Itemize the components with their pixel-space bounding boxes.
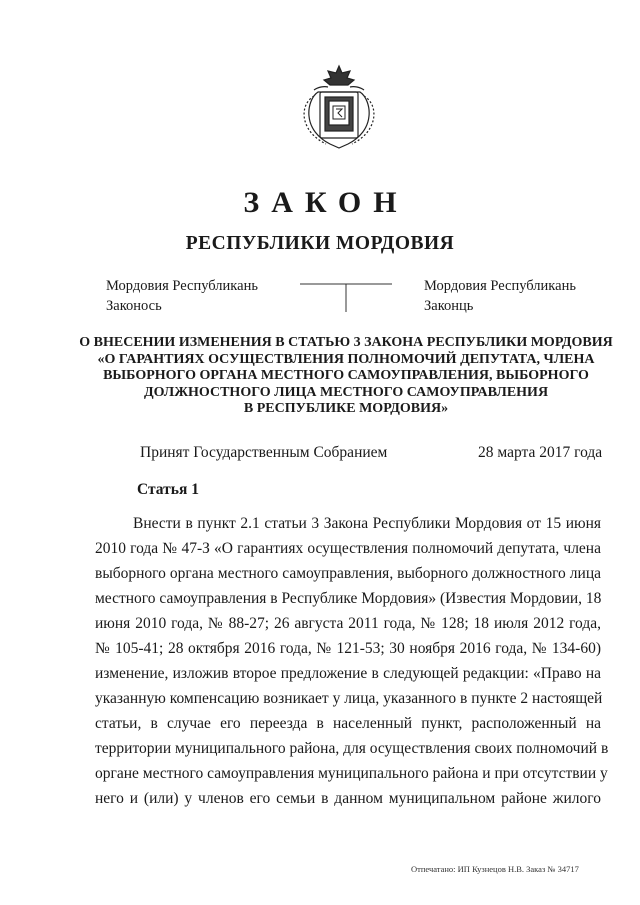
body-line: Внести в пункт 2.1 статьи 3 Закона Республики Мордовия от 15 июня	[133, 515, 601, 532]
article-title: Статья 1	[137, 481, 199, 498]
body-line: местного самоуправления в Республике Мордовия» (Известия Мордовии, 18	[95, 590, 602, 607]
body-line: органе местного самоуправления муниципального района и при отсутствии у	[95, 765, 608, 782]
heading-line: «О ГАРАНТИЯХ ОСУЩЕСТВЛЕНИЯ ПОЛНОМОЧИЙ ДЕПУТАТА, ЧЛЕНА	[97, 351, 595, 367]
adopted-date: 28 марта 2017 года	[478, 444, 603, 461]
body-line: него и (или) у членов его семьи в данном муниципальном районе жилого	[95, 790, 601, 807]
body-line: указанную компенсацию возникает у лица, указанного в пункте 2 настоящей	[95, 690, 603, 707]
heading-line: ВЫБОРНОГО ОРГАНА МЕСТНОГО САМОУПРАВЛЕНИЯ, ВЫБОРНОГО	[103, 368, 589, 383]
divider-mark	[300, 283, 392, 313]
law-title: ЗАКОН	[243, 186, 409, 219]
law-subtitle: РЕСПУБЛИКИ МОРДОВИЯ	[185, 233, 455, 254]
erzya-title-left	[106, 276, 258, 316]
body-line: 2010 года № 47-З «О гарантиях осуществления полномочий депутата, члена	[95, 540, 601, 557]
article-body	[95, 511, 609, 811]
body-line: № 105-41; 28 октября 2016 года, № 121-53; 30 ноября 2016 года, № 134-60)	[95, 640, 601, 657]
coat-of-arms-emblem	[298, 62, 380, 150]
heading-line: В РЕСПУБЛИКЕ МОРДОВИЯ»	[243, 401, 449, 416]
erzya-left-line: Законось	[106, 298, 162, 314]
heading-line: ДОЛЖНОСТНОГО ЛИЦА МЕСТНОГО САМОУПРАВЛЕНИЯ	[143, 384, 549, 400]
adopted-by: Принят Государственным Собранием	[140, 444, 388, 461]
body-line: июня 2010 года, № 88-27; 26 августа 2011 года, № 128; 18 июля 2012 года,	[95, 615, 601, 632]
body-line: изменение, изложив второе предложение в следующей редакции: «Право на	[95, 665, 601, 682]
body-line: статьи, в случае его переезда в населенный пункт, расположенный на	[95, 715, 601, 732]
body-line: выборного органа местного самоуправления, выборного должностного лица	[95, 565, 601, 582]
erzya-title-right	[424, 276, 576, 316]
erzya-right-line: Мордовия Республикань	[424, 278, 576, 294]
law-heading	[60, 335, 632, 418]
printer-imprint: Отпечатано: ИП Кузнецов Н.В. Заказ № 34717	[411, 864, 579, 874]
erzya-left-line: Мордовия Республикань	[106, 278, 258, 294]
erzya-right-line: Законць	[424, 298, 474, 314]
body-line: территории муниципального района, для осуществления своих полномочий в	[95, 740, 609, 757]
heading-line: О ВНЕСЕНИИ ИЗМЕНЕНИЯ В СТАТЬЮ 3 ЗАКОНА РЕСПУБЛИКИ МОРДОВИЯ	[79, 335, 613, 350]
